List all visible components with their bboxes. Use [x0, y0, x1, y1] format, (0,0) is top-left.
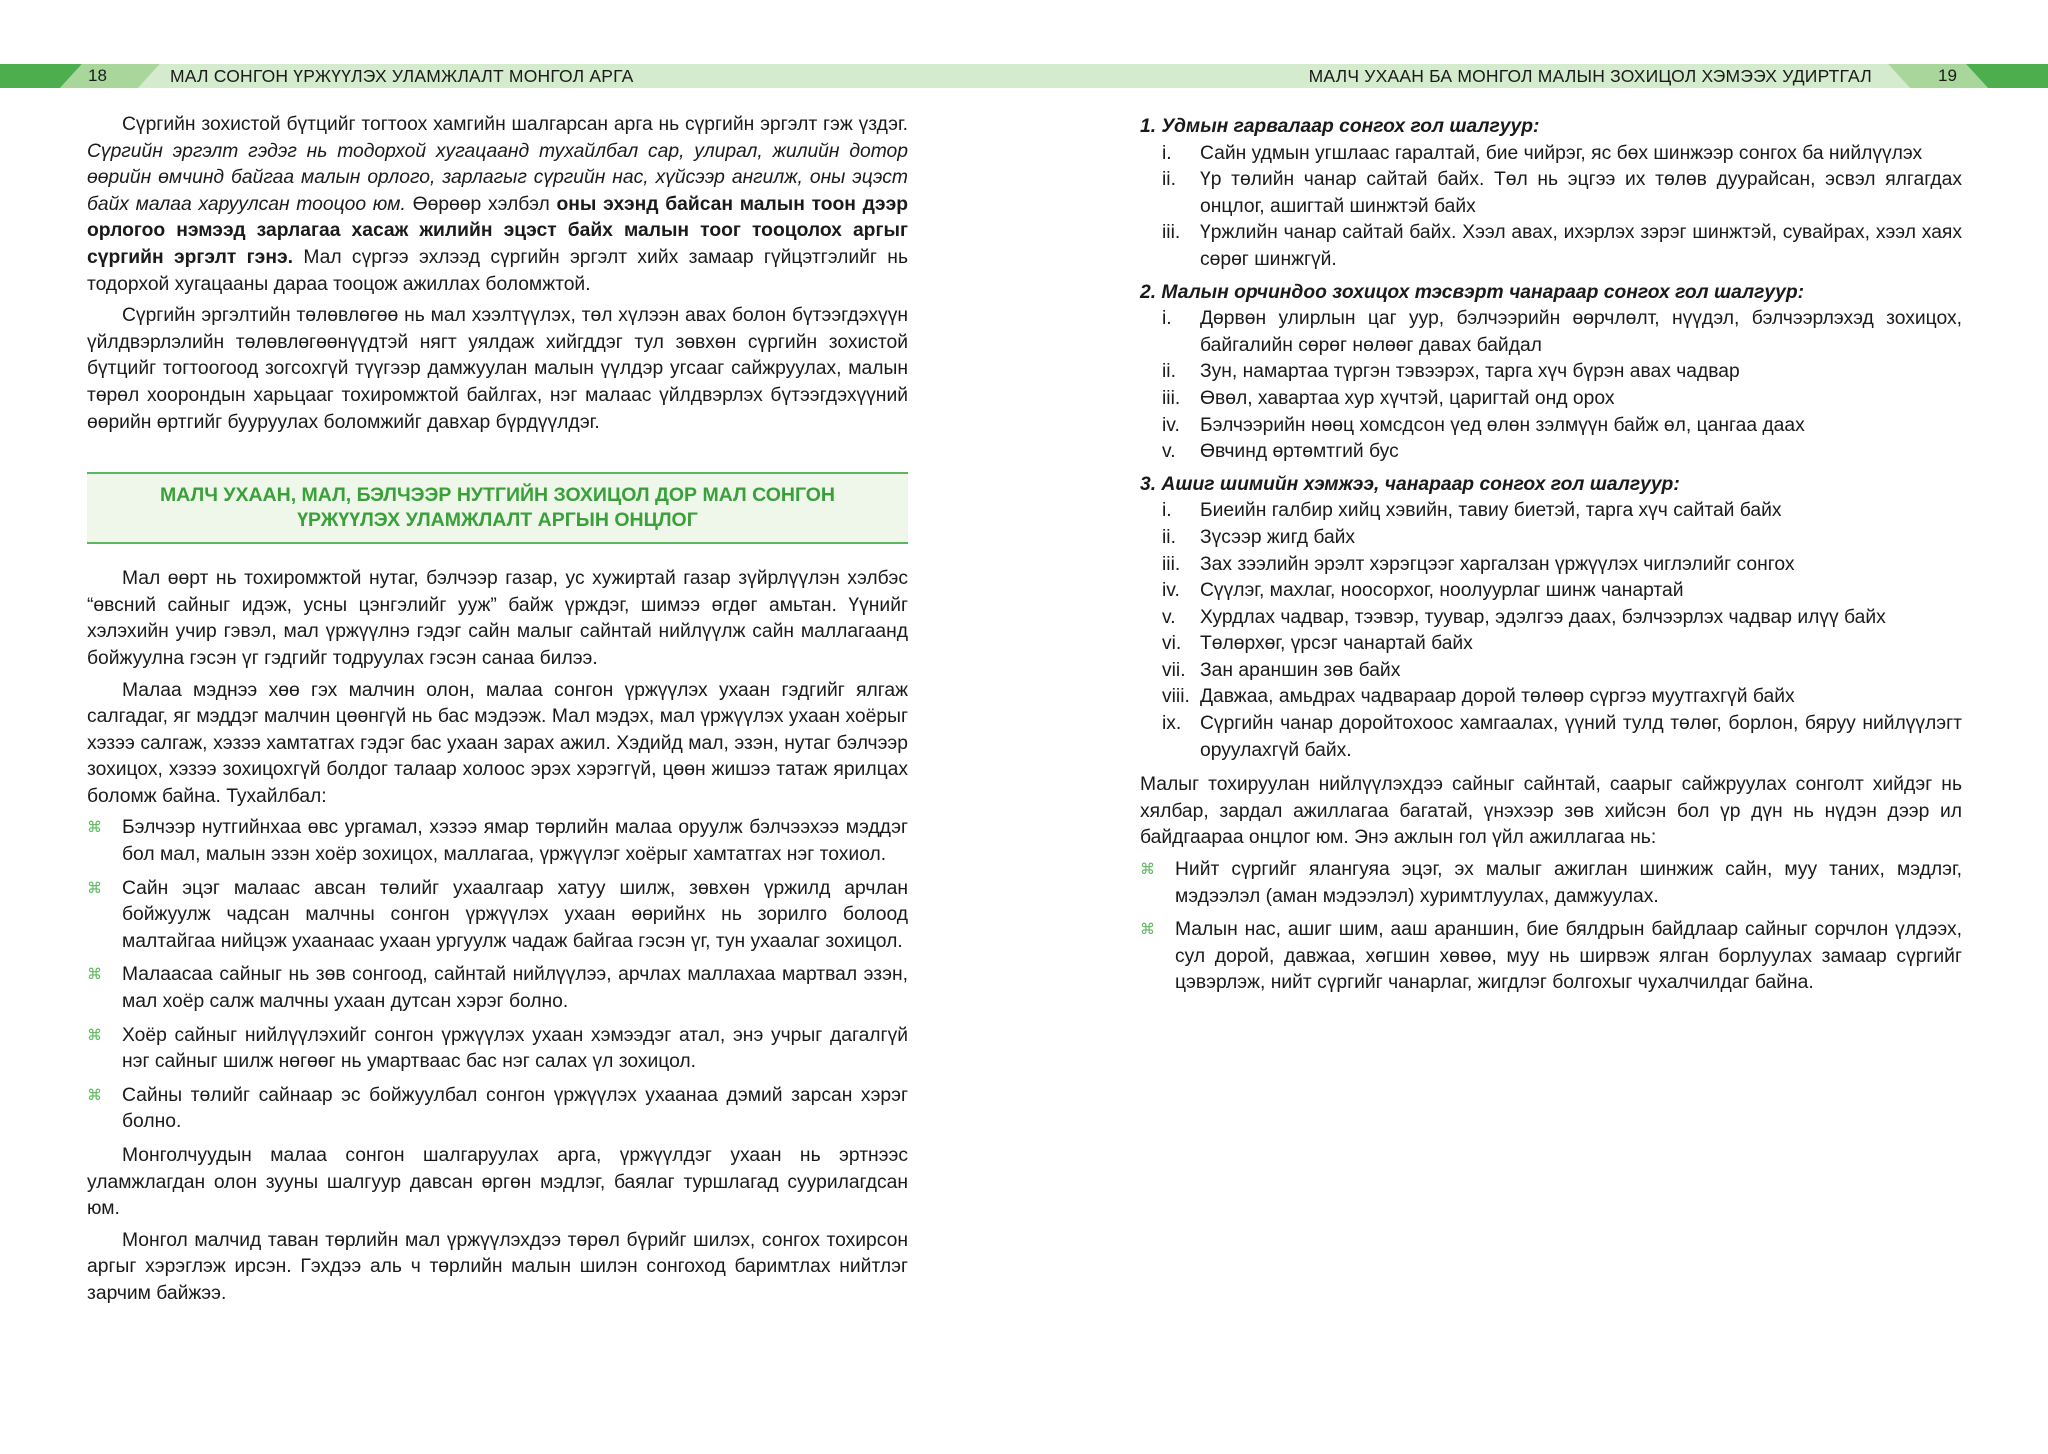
list-item — [1140, 439, 1962, 466]
list-item — [87, 1083, 908, 1136]
list-item-text: Сайн удмын угшлаас гаралтай, бие чийрэг, яс бөх шинжээр сонгох ба нийлүүлэх — [1200, 142, 1923, 164]
text-run: Мал сүргээ эхлээд сүргийн эргэлт хийх замаар гүйцэтгэлийг нь тодорхой хугацааны дараа тооцож ажиллах боломжтой. — [87, 246, 908, 295]
list-item — [1140, 917, 1962, 997]
paragraph-herder-knowledge: Малаа мэднээ хөө гэх малчин олон, малаа сонгон үржүүлэх ухаан гэдгийг ялгаж салгадаг, яг мэддэг малчин цөөнгүй нь бас мэдээж. Мал мэдэх, мал үржүүлэх ухаан хоёрыг хэзээ салгаж, хэзээ хамтатгах гэдэг бас ухаан зарах ажил. Хэдийд мал, эзэн, нутаг бэлчээр зохицох, хэзээ зохицохгүй болдог талаар холоос эрэх хэрэггүй, цөөн жишээ татаж ярилцах боломж байна. Тухайлбал: — [87, 679, 908, 807]
item-number: i. — [1162, 308, 1172, 330]
criteria-heading-1: 1. Удмын гарвалаар сонгох гол шалгуур: — [1140, 116, 1540, 137]
bold-definition: оны эхэнд байсан малын тоон дээр орлогоо нэмээд зарлагаа хасаж жилийн эцэст байх малын тоог тооцолох аргыг сүргийн эргэлт гэнэ. — [87, 193, 908, 268]
item-number: ii. — [1162, 169, 1176, 191]
list-item-text: Давжаа, амьдрах чадвараар дорой төлөөр сүргээ муутгахгүй байх — [1200, 686, 1795, 708]
italic-definition: Сүргийн эргэлт гэдэг нь тодорхой хугацаанд тухайлбал сар, улирал, жилийн дотор өөрийн өмчинд байгаа малын орлого, зарлагыг сүргийн нас, хүйсээр ангилж, оны эцэст байх малаа харуулсан тооцоо юм. — [87, 140, 908, 215]
list-item — [1140, 578, 1962, 605]
list-item-text: Дөрвөн улирлын цаг уур, бэлчээрийн өөрчлөлт, нүүдэл, бэлчээрлэхэд зохицох, байгалийн сөрөг нөлөөг давах байдал — [1200, 308, 1962, 356]
list-item-text: Хоёр сайныг нийлүүлэхийг сонгон үржүүлэх ухаан хэмээдэг атал, энэ учрыг дагалгүй нэг сайныг шилж нөгөөг нь умартваас бас нэг салах үл зохицол. — [122, 1024, 908, 1073]
looped-square-icon: ⌘ — [87, 1026, 102, 1044]
criteria-list-2 — [1140, 306, 1962, 466]
list-item — [87, 815, 908, 868]
list-item-text: Нийт сүргийг ялангуяа эцэг, эх малыг ажиглан шинжиж сайн, муу таних, мэдлэг, мэдээлэл (аман мэдээлэл) хуримтлуулах, дамжуулах. — [1175, 859, 1962, 907]
item-number: iii. — [1162, 222, 1181, 244]
looped-square-icon: ⌘ — [1140, 861, 1155, 879]
looped-square-icon: ⌘ — [1140, 921, 1155, 939]
list-item — [87, 1023, 908, 1076]
running-title-left: МАЛ СОНГОН ҮРЖҮҮЛЭХ УЛАМЖЛАЛТ МОНГОЛ АРГА — [170, 66, 634, 86]
item-number: ii. — [1162, 361, 1176, 383]
paragraph-herd-turnover — [87, 112, 908, 298]
list-item — [87, 962, 908, 1015]
list-item — [1140, 605, 1962, 632]
list-item — [87, 876, 908, 956]
section-heading-box — [87, 472, 908, 544]
list-item — [1140, 631, 1962, 658]
running-title-right: МАЛЧ УХААН БА МОНГОЛ МАЛЫН ЗОХИЦОЛ ХЭМЭЭХ УДИРТГАЛ — [1308, 66, 1872, 86]
list-item-text: Биеийн галбир хийц хэвийн, тавиу биетэй, тарга хүч сайтай байх — [1200, 500, 1782, 522]
paragraph-pasture-fit: Мал өөрт нь тохиромжтой нутаг, бэлчээр газар, ус хужиртай газар зүйрлүүлэн хэлбэс “өвсний сайныг идэж, усны цэнгэлийг ууж” байж үрждэг, шимээ өгдөг амьтан. Үүнийг хэлэхийн учир гэвэл, мал үржүүлнэ гэдэг сайн малыг сайнтай нийлүүлж сайн маллагаанд бойжуулна гэсэн үг гэдгийг тодруулах гэсэн санаа билээ. — [87, 568, 908, 669]
looped-square-icon: ⌘ — [87, 819, 102, 837]
list-item — [1140, 141, 1962, 168]
item-number: vii. — [1162, 659, 1186, 681]
item-number: ii. — [1162, 526, 1176, 548]
list-item — [1140, 386, 1962, 413]
list-item — [1140, 658, 1962, 685]
list-item-text: Бэлчээрийн нөөц хомсдсон үед өлөн зэлмүүн байж өл, цангаа даах — [1200, 414, 1805, 436]
criteria-heading-2: 2. Малын орчиндоо зохицох тэсвэрт чанараар сонгох гол шалгуур: — [1140, 281, 1805, 303]
section-heading-line1: МАЛЧ УХААН, МАЛ, БЭЛЧЭЭР НУТГИЙН ЗОХИЦОЛ ДОР МАЛ СОНГОН — [159, 484, 836, 507]
list-item-text: Өвчинд өртөмтгий бус — [1200, 441, 1399, 463]
list-item-text: Төлөрхөг, үрсэг чанартай байх — [1200, 633, 1473, 655]
list-item-text: Хурдлах чадвар, тээвэр, туувар, эдэлгээ даах, бэлчээрлэх чадвар илүү байх — [1200, 606, 1886, 628]
list-item — [1140, 167, 1962, 220]
looped-square-icon: ⌘ — [87, 1086, 102, 1104]
list-item — [1140, 684, 1962, 711]
item-number: iii. — [1162, 387, 1181, 409]
list-item — [1140, 413, 1962, 440]
looped-square-icon: ⌘ — [87, 966, 102, 984]
list-item-text: Сүргийн чанар доройтохоос хамгаалах, үүний тулд төлөг, борлон, бяруу нийлүүлэгт оруулахгүй байх. — [1200, 713, 1962, 761]
list-item — [1140, 306, 1962, 359]
text-run: Сүргийн зохистой бүтцийг тогтоох хамгийн шалгарсан арга нь сүргийн эргэлт гэж үздэг. — [122, 114, 908, 135]
list-item-text: Зан араншин зөв байх — [1200, 659, 1401, 681]
list-item — [1140, 552, 1962, 579]
list-item-text: Үр төлийн чанар сайтай байх. Төл нь эцгээ их төлөв дуурайсан, эсвэл ялгагдах онцлог, ашигтай шинжтэй байх — [1200, 169, 1962, 217]
list-item-text: Үржлийн чанар сайтай байх. Хээл авах, ихэрлэх зэрэг шинжтэй, сувайрах, хээл хаях сөрөг шинжгүй. — [1200, 222, 1962, 270]
item-number: vi. — [1162, 633, 1182, 655]
left-bullet-list — [87, 815, 908, 1136]
text-run: Өөрөөр хэлбэл — [405, 193, 557, 215]
left-page-column — [87, 112, 908, 1313]
right-page-column — [1140, 112, 1962, 1004]
item-number: v. — [1162, 606, 1176, 628]
list-item-text: Бэлчээр нутгийнхаа өвс ургамал, хэзээ ямар төрлийн малаа оруулж бэлчээхээ мэддэг бол мал, малын эзэн хоёр зохицох, маллагаа, үржүүлэг хоёрыг хамтатгах нэг тохиол. — [122, 817, 908, 866]
list-item-text: Зах зээлийн эрэлт хэрэгцээг харгалзан үржүүлэх чиглэлийг сонгох — [1200, 553, 1795, 575]
list-item — [1140, 857, 1962, 910]
item-number: viii. — [1162, 686, 1190, 708]
list-item — [1140, 359, 1962, 386]
list-item-text: Сайн эцэг малаас авсан төлийг ухаалгаар хатуу шилж, зөвхөн үржилд арчлан бойжуулж чадсан малчны сонгон үржүүлэх ухаан өөрийнх нь зорилго болоод малтайгаа нийцэж ухаанаас ухаан ургуулж чадаж байгаа гэсэн үг, тун ухаалаг зохицол. — [122, 877, 908, 952]
criteria-heading-3: 3. Ашиг шимийн хэмжээ, чанараар сонгох гол шалгуур: — [1140, 473, 1680, 495]
list-item — [1140, 525, 1962, 552]
paragraph-pairing-selection: Малыг тохируулан нийлүүлэхдээ сайныг сайнтай, саарыг сайжруулах сонголт хийдэг нь хялбар, зардал ажиллагаа багатай, үнэхээр зөв хийсэн бол үр дүн нь нүдэн дээр ил байдгаараа онцлог юм. Энэ ажлын гол үйл ажиллагаа нь: — [1140, 774, 1962, 849]
list-item — [1140, 498, 1962, 525]
item-number: iv. — [1162, 414, 1180, 436]
item-number: i. — [1162, 142, 1172, 164]
list-item-text: Малын нас, ашиг шим, ааш араншин, бие бялдрын байдлаар сайныг сорчлон үлдээх, сул дорой, давжаа, хөгшин хөвөө, муу нь ширвэж ялган борлуулах замаар сүргийг цэвэрлэж, нийт сүргийг чанарлаг, жигдлэг болгохыг чухалчилдаг байна. — [1175, 919, 1962, 994]
list-item-text: Малаасаа сайныг нь зөв сонгоод, сайнтай нийлүүлээ, арчлах маллахаа мартвал эзэн, мал хоёр салж малчны ухаан дутсан хэрэг болно. — [122, 964, 908, 1013]
list-item-text: Сайны төлийг сайнаар эс бойжуулбал сонгон үржүүлэх ухаанаа дэмий зарсан хэрэг болно. — [122, 1084, 908, 1133]
paragraph-five-livestock: Монгол малчид таван төрлийн мал үржүүлэхдээ төрөл бүрийг шилэх, сонгох тохирсон аргыг хэрэглэж ирсэн. Гэхдээ аль ч төрлийн малын шилэн сонгоход баримтлах нийтлэг зарчим байжээ. — [87, 1229, 908, 1304]
page-number-right: 19 — [1938, 66, 1957, 85]
item-number: iii. — [1162, 553, 1181, 575]
page-number-left: 18 — [88, 66, 107, 85]
criteria-list-1 — [1140, 141, 1962, 274]
right-bullet-list — [1140, 857, 1962, 997]
list-item-text: Сүүлэг, махлаг, ноосорхог, ноолуурлаг шинж чанартай — [1200, 580, 1684, 602]
paragraph-traditional-methods: Монголчуудын малаа сонгон шалгаруулах арга, үржүүлдэг ухаан нь эртнээс уламжлагдан олон зууны шалгуур давсан өргөн мэдлэг, баялаг туршлагад суурилагдсан юм. — [87, 1145, 908, 1220]
list-item-text: Зун, намартаа түргэн тэвээрэх, тарга хүч бүрэн авах чадвар — [1200, 361, 1740, 383]
item-number: v. — [1162, 441, 1176, 463]
item-number: iv. — [1162, 580, 1180, 602]
list-item — [1140, 711, 1962, 764]
list-item-text: Зүсээр жигд байх — [1200, 526, 1356, 548]
looped-square-icon: ⌘ — [87, 879, 102, 897]
list-item-text: Өвөл, хавартаа хур хүчтэй, царигтай онд орох — [1200, 387, 1615, 409]
item-number: i. — [1162, 500, 1172, 522]
item-number: ix. — [1162, 713, 1182, 735]
paragraph-turnover-plan: Сүргийн эргэлтийн төлөвлөгөө нь мал хээлтүүлэх, төл хүлээн авах болон бүтээгдэхүүн үйлдвэрлэлийн төлөвлөгөөнүүдтэй нягт уялдаж хийгддэг тул зөвхөн сүргийн зохистой бүтцийг тогтоогоод зогсохгүй түүгээр дамжуулан малын үүлдэр угсааг сайжруулах, малын төрөл хоорондын харьцааг тохиромжтой байлгах, нэг малаас үйлдвэрлэх бүтээгдэхүүний өөрийн өртгийг бууруулах боломжийг давхар бүрдүүлдэг. — [87, 305, 908, 433]
section-heading-line2: ҮРЖҮҮЛЭХ УЛАМЖЛАЛТ АРГЫН ОНЦЛОГ — [297, 509, 698, 532]
criteria-list-3 — [1140, 498, 1962, 764]
list-item — [1140, 220, 1962, 273]
